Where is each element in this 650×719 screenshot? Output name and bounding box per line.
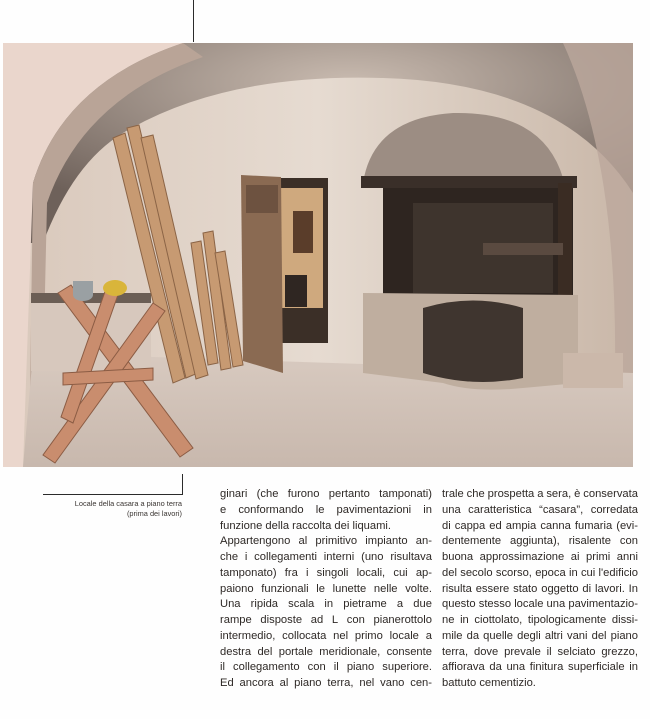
text-line: rampe disposte ad L con pianerottolo [220, 614, 432, 626]
text-line: il collegamento con il piano superiore. [220, 661, 432, 674]
text-line: funzione della raccolta dei liquami. [220, 519, 392, 532]
caption-vertical-rule [182, 474, 183, 494]
text-line: terra, dove prevale il selciato grezzo, [442, 645, 638, 658]
text-line: che i collegamenti interni (uno risultava [220, 551, 432, 563]
text-line: Ed ancora al piano terra, nel vano cen- [220, 677, 432, 689]
text-line: di cappa ed ampia canna fumaria (evi- [442, 519, 638, 532]
text-column-2 [442, 487, 638, 692]
text-column-1 [220, 487, 432, 692]
text-line: battuto cementizio. [442, 677, 536, 689]
text-line: ne in ciottolato, tipologicamente dissi- [442, 614, 638, 626]
casara-photo [3, 43, 633, 467]
caption-line: Locale della casara a piano terra [74, 499, 182, 508]
text-line: questo stesso locale una pavimentazio- [442, 598, 638, 611]
top-vertical-rule [193, 0, 194, 42]
text-line: trale che prospetta a sera, è conservata [442, 488, 638, 500]
text-line: Appartengono al primitivo impianto an- [220, 535, 432, 548]
text-line: dentemente aggiunta), risalente con [442, 535, 638, 548]
text-line: paiono funzionali le lunette nelle volte. [220, 582, 432, 595]
caption-line: (prima dei lavori) [126, 509, 182, 518]
text-line: Una ripida scala in pietrame a due [220, 598, 432, 611]
caption-horizontal-rule [43, 494, 183, 495]
text-line: mile da quelle degli altri vani del piano [442, 629, 638, 642]
text-line: affiorava da una finitura superficiale in [442, 661, 638, 674]
text-line: ginari (che furono pertanto tamponati) [220, 488, 432, 500]
text-line: del secolo scorso, epoca in cui l'edificio [442, 566, 638, 579]
text-line: destra del portale meridionale, consente [220, 645, 432, 658]
text-line: tamponato) fra i singoli locali, cui ap- [220, 566, 432, 579]
text-line: una caratteristica “casara”, corredata [442, 503, 638, 516]
photo-caption [40, 499, 182, 519]
text-line: buona approssimazione ai primi anni [442, 551, 638, 563]
text-line: risulta essere stato oggetto di lavori. In [442, 582, 638, 595]
text-line: e conformando le pavimentazioni in [220, 503, 432, 516]
text-line: intermedio, collocata nel primo locale a [220, 629, 432, 642]
